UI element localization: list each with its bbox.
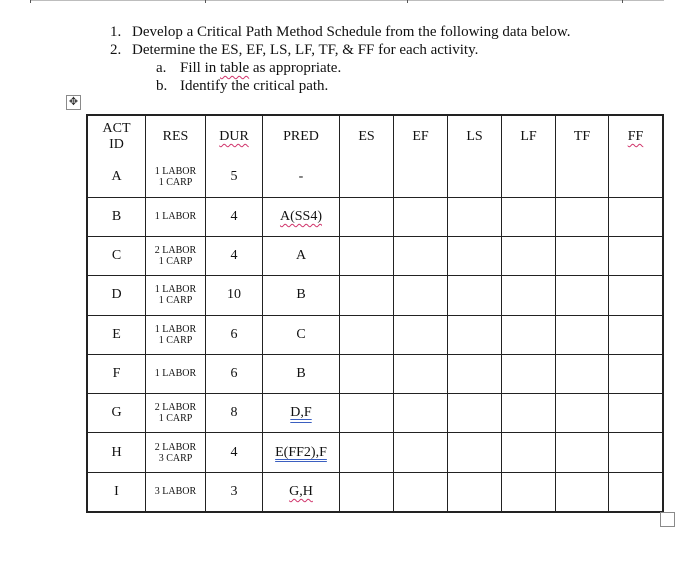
resource-text (146, 486, 205, 497)
header-text: FF (627, 129, 644, 145)
cpm-table (86, 114, 664, 513)
cell-ls[interactable] (448, 433, 502, 472)
cell-dur[interactable] (206, 355, 263, 394)
cell-es[interactable] (340, 433, 394, 472)
cell-res[interactable] (146, 158, 206, 197)
resource-text (146, 442, 205, 464)
instruction-item (110, 23, 571, 41)
cell-es[interactable] (340, 473, 394, 511)
resource-line: 3 CARP (158, 452, 193, 464)
cell-res[interactable] (146, 237, 206, 276)
instruction-text: Develop a Critical Path Method Schedule from the following data below. (132, 24, 571, 40)
header-row (88, 116, 662, 158)
resource-line: 1 CARP (158, 334, 193, 346)
cell-tf[interactable] (556, 276, 609, 315)
duration-text: 4 (230, 208, 238, 224)
ruler-tick (407, 0, 408, 3)
cell-pred[interactable] (263, 316, 340, 355)
act-id-text: A (111, 169, 122, 185)
table-row (88, 355, 662, 394)
cell-dur[interactable] (206, 198, 263, 237)
header-tf[interactable] (556, 116, 609, 158)
cell-dur[interactable] (206, 276, 263, 315)
header-text: EF (412, 129, 429, 145)
header-text: LF (520, 129, 537, 145)
cell-act[interactable] (88, 316, 146, 355)
resource-line: 1 LABOR (154, 323, 197, 335)
cell-pred[interactable] (263, 394, 340, 433)
cell-es[interactable] (340, 158, 394, 197)
header-text: ES (358, 129, 375, 145)
table-move-handle-icon[interactable]: ✥ (66, 95, 81, 110)
cell-ff[interactable] (609, 355, 662, 394)
cell-dur[interactable] (206, 433, 263, 472)
cell-ls[interactable] (448, 198, 502, 237)
cell-dur[interactable] (206, 473, 263, 511)
list-number: 2. (110, 42, 122, 58)
cell-pred[interactable] (263, 433, 340, 472)
duration-text: 4 (230, 444, 238, 460)
cell-act[interactable] (88, 198, 146, 237)
sub-text-part: as appropriate. (249, 60, 342, 76)
cell-ef[interactable] (394, 237, 448, 276)
cell-tf[interactable] (556, 355, 609, 394)
cell-res[interactable] (146, 433, 206, 472)
sub-letter: a. (156, 60, 167, 76)
table-row (88, 473, 662, 511)
resource-text (146, 166, 205, 188)
header-text: ID (109, 137, 124, 153)
resource-text (146, 368, 205, 379)
header-text: DUR (219, 129, 249, 145)
sub-text-part: Fill in (180, 60, 221, 76)
cell-act[interactable] (88, 237, 146, 276)
ruler-line (30, 0, 664, 1)
cell-dur[interactable] (206, 237, 263, 276)
resource-text (146, 245, 205, 267)
cell-act[interactable] (88, 158, 146, 197)
header-lf[interactable] (502, 116, 556, 158)
cell-ff[interactable] (609, 316, 662, 355)
sub-item (156, 59, 571, 77)
act-id-text: B (111, 208, 122, 224)
cell-res[interactable] (146, 473, 206, 511)
predecessor-text: C (296, 326, 306, 342)
cell-lf[interactable] (502, 355, 556, 394)
cell-pred[interactable] (263, 198, 340, 237)
predecessor-text: G,H (289, 483, 313, 499)
table-row (88, 433, 662, 472)
cell-ef[interactable] (394, 473, 448, 511)
cell-tf[interactable] (556, 198, 609, 237)
cell-ef[interactable] (394, 198, 448, 237)
spell-flag-word: table (220, 60, 250, 76)
duration-text: 3 (230, 483, 238, 499)
predecessor-text: B (296, 287, 306, 303)
sub-text (180, 59, 341, 77)
cell-lf[interactable] (502, 158, 556, 197)
resource-text (146, 402, 205, 424)
act-id-text: I (114, 483, 119, 499)
cell-act[interactable] (88, 433, 146, 472)
cell-ff[interactable] (609, 276, 662, 315)
cell-tf[interactable] (556, 237, 609, 276)
cell-pred[interactable] (263, 237, 340, 276)
table-row (88, 316, 662, 355)
predecessor-text: E(FF2),F (275, 444, 327, 460)
cell-act[interactable] (88, 276, 146, 315)
cell-es[interactable] (340, 316, 394, 355)
cell-ff[interactable] (609, 433, 662, 472)
instruction-text: Determine the ES, EF, LS, LF, TF, & FF for each activity. (132, 42, 479, 58)
cell-ef[interactable] (394, 316, 448, 355)
cell-lf[interactable] (502, 433, 556, 472)
cell-ef[interactable] (394, 355, 448, 394)
cell-ef[interactable] (394, 433, 448, 472)
cell-ff[interactable] (609, 198, 662, 237)
cell-tf[interactable] (556, 433, 609, 472)
cell-lf[interactable] (502, 198, 556, 237)
duration-text: 6 (230, 365, 238, 381)
resource-line: 2 LABOR (154, 245, 197, 257)
cell-ls[interactable] (448, 473, 502, 511)
cell-res[interactable] (146, 276, 206, 315)
sub-letter: b. (156, 78, 168, 94)
cell-ef[interactable] (394, 276, 448, 315)
ruler-tick (622, 0, 623, 3)
cell-pred[interactable] (263, 473, 340, 511)
act-id-text: H (111, 444, 122, 460)
cell-lf[interactable] (502, 276, 556, 315)
cell-ff[interactable] (609, 237, 662, 276)
cell-ef[interactable] (394, 394, 448, 433)
table-row (88, 198, 662, 237)
resource-line: 1 LABOR (154, 284, 197, 296)
table-row (88, 237, 662, 276)
predecessor-text: D,F (290, 405, 312, 421)
sub-text: Identify the critical path. (180, 78, 329, 94)
instruction-list (110, 23, 571, 95)
resource-line: 2 LABOR (154, 441, 197, 453)
cell-pred[interactable] (263, 276, 340, 315)
cell-act[interactable] (88, 394, 146, 433)
cell-res[interactable] (146, 394, 206, 433)
resource-text (146, 284, 205, 306)
header-text: RES (162, 129, 189, 145)
ruler-tick (30, 0, 31, 3)
resource-line: 1 CARP (158, 177, 193, 189)
cell-dur[interactable] (206, 316, 263, 355)
act-id-text: E (112, 326, 121, 342)
resource-line: 1 CARP (158, 413, 193, 425)
cell-es[interactable] (340, 198, 394, 237)
cell-es[interactable] (340, 355, 394, 394)
header-res[interactable] (146, 116, 206, 158)
cell-es[interactable] (340, 237, 394, 276)
cell-pred[interactable] (263, 355, 340, 394)
duration-text: 10 (227, 287, 241, 303)
header-ef[interactable] (394, 116, 448, 158)
cell-tf[interactable] (556, 473, 609, 511)
cell-pred[interactable] (263, 158, 340, 197)
resource-line: 1 CARP (158, 256, 193, 268)
resource-line: 1 LABOR (154, 368, 197, 380)
resource-line: 1 LABOR (154, 211, 197, 223)
cell-lf[interactable] (502, 316, 556, 355)
cell-ls[interactable] (448, 355, 502, 394)
header-ls[interactable] (448, 116, 502, 158)
cell-es[interactable] (340, 276, 394, 315)
header-dur[interactable] (206, 116, 263, 158)
predecessor-text: B (296, 365, 306, 381)
cell-ff[interactable] (609, 473, 662, 511)
predecessor-text: - (298, 169, 304, 185)
cell-res[interactable] (146, 316, 206, 355)
resource-line: 3 LABOR (154, 486, 197, 498)
cell-tf[interactable] (556, 316, 609, 355)
sub-item (156, 77, 571, 95)
cell-ff[interactable] (609, 158, 662, 197)
resource-text (146, 211, 205, 222)
cell-ef[interactable] (394, 158, 448, 197)
cell-lf[interactable] (502, 237, 556, 276)
predecessor-text: A (295, 248, 307, 264)
resource-line: 1 LABOR (154, 166, 197, 178)
cell-ff[interactable] (609, 394, 662, 433)
header-es[interactable] (340, 116, 394, 158)
header-text: TF (573, 129, 591, 145)
cell-ls[interactable] (448, 237, 502, 276)
duration-text: 5 (230, 169, 238, 185)
act-id-text: C (111, 248, 122, 264)
act-id-text: F (112, 365, 121, 381)
cell-lf[interactable] (502, 394, 556, 433)
predecessor-text: A(SS4) (279, 208, 322, 224)
cell-res[interactable] (146, 355, 206, 394)
table-row (88, 158, 662, 197)
cell-dur[interactable] (206, 158, 263, 197)
table-row (88, 276, 662, 315)
resource-line: 1 CARP (158, 295, 193, 307)
cell-ls[interactable] (448, 158, 502, 197)
cell-dur[interactable] (206, 394, 263, 433)
header-ff[interactable] (609, 116, 662, 158)
resource-line: 2 LABOR (154, 402, 197, 414)
act-id-text: D (111, 287, 122, 303)
cell-lf[interactable] (502, 473, 556, 511)
duration-text: 6 (230, 326, 238, 342)
cell-tf[interactable] (556, 158, 609, 197)
cell-ls[interactable] (448, 394, 502, 433)
cell-tf[interactable] (556, 394, 609, 433)
table-resize-handle-icon[interactable] (660, 512, 675, 527)
ruler-tick (205, 0, 206, 3)
list-number: 1. (110, 24, 122, 40)
instruction-item (110, 41, 571, 59)
cell-es[interactable] (340, 394, 394, 433)
header-text: PRED (283, 129, 319, 145)
table-row (88, 394, 662, 433)
duration-text: 8 (230, 405, 238, 421)
cell-res[interactable] (146, 198, 206, 237)
cell-act[interactable] (88, 355, 146, 394)
act-id-text: G (111, 405, 122, 421)
header-text: LS (466, 129, 483, 145)
resource-text (146, 324, 205, 346)
header-act-id[interactable] (88, 116, 146, 158)
header-pred[interactable] (263, 116, 340, 158)
duration-text: 4 (230, 248, 238, 264)
cell-act[interactable] (88, 473, 146, 511)
cell-ls[interactable] (448, 316, 502, 355)
cell-ls[interactable] (448, 276, 502, 315)
header-text: ACT (102, 121, 131, 137)
